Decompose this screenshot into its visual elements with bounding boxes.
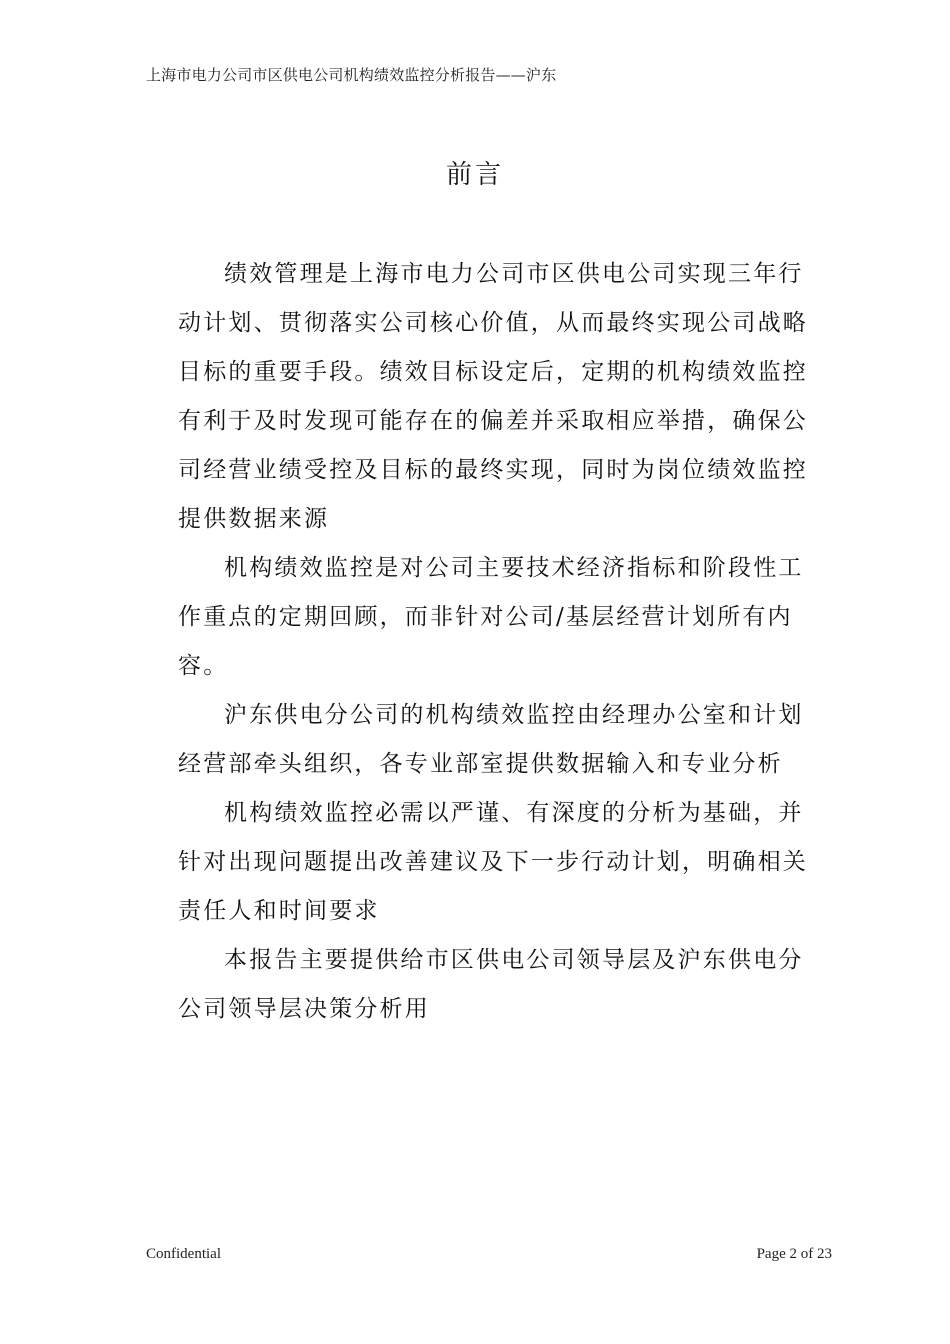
footer-confidential: Confidential [146, 1246, 221, 1262]
footer-page-number: Page 2 of 23 [756, 1246, 832, 1262]
running-header: 上海市电力公司市区供电公司机构绩效监控分析报告——沪东 [146, 66, 557, 84]
body-text [178, 250, 810, 1034]
paragraph-3: 沪东供电分公司的机构绩效监控由经理办公室和计划经营部牵头组织，各专业部室提供数据输入和专业分析 [178, 702, 804, 777]
document-title: 前言 [445, 160, 504, 190]
paragraph-2: 机构绩效监控是对公司主要技术经济指标和阶段性工作重点的定期回顾，而非针对公司/基层经营计划所有内容。 [178, 555, 804, 679]
paragraph-5: 本报告主要提供给市区供电公司领导层及沪东供电分公司领导层决策分析用 [178, 947, 804, 1022]
paragraph-1: 绩效管理是上海市电力公司市区供电公司实现三年行动计划、贯彻落实公司核心价值，从而最终实现公司战略目标的重要手段。绩效目标设定后，定期的机构绩效监控有利于及时发现可能存在的偏差并采取相应举措，确保公司经营业绩受控及目标的最终实现，同时为岗位绩效监控提供数据来源 [178, 261, 808, 532]
paragraph-4: 机构绩效监控必需以严谨、有深度的分析为基础，并针对出现问题提出改善建议及下一步行动计划，明确相关责任人和时间要求 [178, 800, 808, 924]
